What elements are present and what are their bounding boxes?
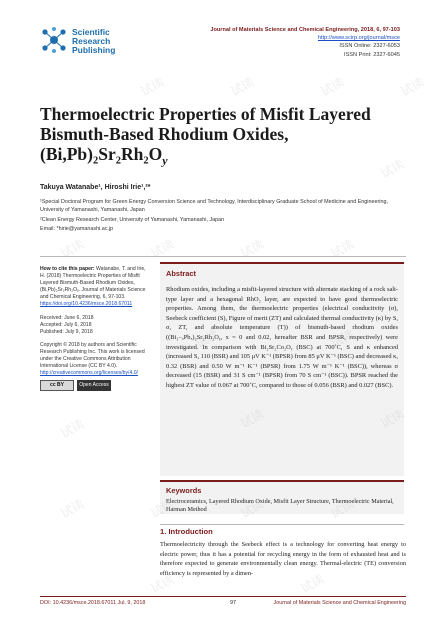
watermark: 试读 — [193, 326, 222, 351]
watermark: 试读 — [148, 236, 177, 261]
copyright-block — [40, 342, 152, 391]
introduction-heading: 1. Introduction — [160, 527, 213, 536]
cc-by-badge[interactable]: cc BY — [40, 380, 74, 391]
watermark: 试读 — [378, 156, 407, 181]
publisher-logo-icon — [40, 26, 68, 54]
citation-label: How to cite this paper: — [40, 266, 95, 272]
affiliation-1: ¹Special Doctoral Program for Green Energy Conversion Science and Technology, Interdisciplinary Graduate School of Medicine and Engineering, University of Yamanashi, Yamanashi, Japan — [40, 199, 388, 213]
copyright-text: Copyright © 2018 by authors and Scientific Research Publishing Inc. This work is licensed under the Creative Commons Attribution International License (CC BY 4.0). — [40, 341, 145, 370]
title-line: Bismuth-Based Rhodium Oxides, — [40, 124, 289, 144]
watermark: 试读 — [328, 496, 357, 521]
watermark: 试读 — [398, 74, 427, 99]
watermark: 试读 — [138, 74, 167, 99]
open-access-badge: Open Access — [77, 380, 111, 391]
publisher-name-line: Scientific — [72, 27, 110, 37]
watermark: 试读 — [328, 236, 357, 261]
citation-block — [40, 266, 152, 309]
watermark: 试读 — [148, 571, 177, 596]
title-line — [40, 144, 410, 171]
watermark: 试读 — [238, 406, 267, 431]
publisher-name — [72, 28, 115, 55]
watermark: 试读 — [58, 496, 87, 521]
license-link[interactable]: http://creativecommons.org/licenses/by/4.0/ — [40, 370, 138, 377]
doi-link[interactable]: https://doi.org/10.4236/msce.2018.67011 — [40, 301, 133, 308]
affiliation-2: ²Clean Energy Research Center, University of Yamanashi, Yamanashi, Japan — [40, 217, 225, 223]
watermark: 试读 — [58, 236, 87, 261]
footer-doi[interactable]: DOI: 10.4236/msce.2018.67011 Jul. 9, 2018 — [40, 600, 146, 606]
page-footer — [40, 596, 406, 608]
issn-print: ISSN Print: 2327-6045 — [344, 51, 400, 58]
author-list: Takuya Watanabe¹, Hiroshi Irie¹,²* — [40, 184, 151, 191]
watermark: 试读 — [238, 496, 267, 521]
keywords-text: Electroceramics, Layered Rhodium Oxide, Misfit Layer Structure, Thermoelectric Material, Harman Method — [166, 498, 394, 514]
keywords-section — [160, 480, 404, 514]
issn-online: ISSN Online: 2327-6053 — [339, 43, 400, 50]
journal-info — [210, 26, 400, 59]
title-formula: (Bi,Pb)₂Sr₂Rh₂O — [40, 144, 163, 164]
accepted-date: Accepted: July 6, 2018 — [40, 321, 92, 328]
title-formula-subscript: y — [162, 153, 168, 168]
abstract-section — [160, 262, 407, 476]
article-title — [40, 104, 410, 171]
watermark: 试读 — [228, 74, 257, 99]
abstract-text: Rhodium oxides, including a misfit-layered structure with alternate stacking of a rock salt-type layer and a hexagonal RhO₂ layer, are expected to have good thermoelectric properties. Among them, the thermoelectric properties (electrical conductivity (σ), Seebeck coefficient (S), Figure of merit (ZT) and calculated thermal conductivity (κ) by S, σ, ZT, and absolute temperature (T)) of bismuth-based rhodium oxides ((Bi₁₋ₓPbₓ)₂Sr₂Rh₂Oᵧ, x = 0 and 0.02, hereafter BSR and BPSR, respectively) were investigated. In comparison with Bi₂Sr₂Co₂Oᵧ (BSC) at 700˚C, S and κ enhanced (increased S, 110 (BSR) and 105 μV K⁻¹ (BPSR) from 85 μV K⁻¹ (BSC) and decreased κ, 0.32 (BSR) and 0.50 W m⁻¹ K⁻¹ (BPSR) from 1.75 W m⁻¹ K⁻¹ (BSC)), whereas σ decreased (15 (BSR) and 31 S cm⁻¹ (BPSR) from 70 S cm⁻¹ (BSC)). BPSR reached the highest ZT value of 0.067 at 700˚C, compared to those of 0.056 (BSR) and 0.027 (BSC). — [166, 286, 398, 389]
watermark: 试读 — [148, 496, 177, 521]
watermark: 试读 — [328, 326, 357, 351]
journal-citation: Journal of Materials Science and Chemical Engineering, 2018, 6, 97-103 — [210, 27, 400, 33]
publisher-logo[interactable] — [40, 22, 160, 66]
watermark: 试读 — [318, 74, 347, 99]
article-sidebar — [40, 266, 152, 397]
watermark: 试读 — [238, 236, 267, 261]
title-line: Thermoelectric Properties of Misfit Layered — [40, 104, 371, 124]
abstract-heading: Abstract — [166, 269, 196, 278]
publisher-name-line: Research — [72, 36, 111, 46]
section-divider — [40, 256, 406, 257]
citation-text: Watanabe, T. and Irie, H. (2018) Thermoelectric Properties of Misfit Layered Bismuth-Based Rhodium Oxides, (Bi,Pb)₂Sr₂Rh₂Oᵧ. Journal of Materials Science and Chemical Engineering, 6, 97-103. — [40, 266, 146, 301]
page-number: 97 — [230, 600, 236, 606]
intro-divider — [160, 524, 404, 525]
introduction-text: Thermoelectricity through the Seebeck effect is a technology for converting heat energy to electric power, thus it has a potential for recycling energy in the form of exhausted heat and is therefore expected to generate environmentally clean energy. Thermal-electric (TE) conversion efficiency is represented by a dimen- — [160, 541, 406, 578]
published-date: Published: July 9, 2018 — [40, 328, 93, 335]
journal-url-link[interactable]: http://www.scirp.org/journal/msce — [317, 35, 400, 42]
corresponding-email[interactable]: Email: *hirie@yamanashi.ac.jp — [40, 226, 114, 232]
license-badges — [40, 380, 152, 391]
received-date: Received: June 6, 2018 — [40, 314, 94, 321]
page-header — [40, 22, 400, 68]
watermark: 试读 — [298, 571, 327, 596]
watermark: 试读 — [58, 416, 87, 441]
footer-journal: Journal of Materials Science and Chemical Engineering — [273, 600, 406, 606]
publisher-name-line: Publishing — [72, 45, 116, 55]
watermark: 试读 — [378, 406, 407, 431]
keywords-heading: Keywords — [166, 486, 202, 495]
dates-block — [40, 315, 152, 336]
